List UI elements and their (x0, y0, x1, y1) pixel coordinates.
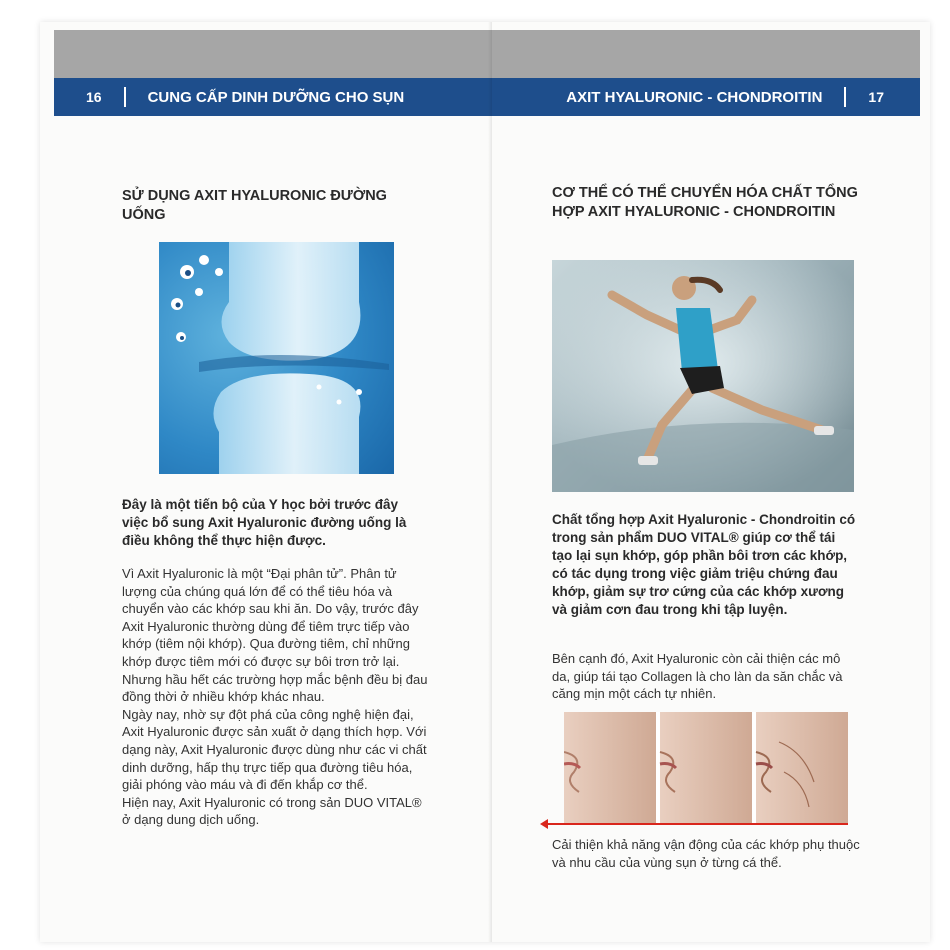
paragraph: Hiện nay, Axit Hyaluronic có trong sản DUO VITAL® ở dạng dung dịch uống. (122, 794, 422, 828)
runner-graphic (552, 260, 854, 492)
body-text (122, 565, 430, 829)
body-text (552, 650, 857, 703)
header-title: AXIT HYALURONIC - CHONDROITIN (566, 88, 823, 106)
lead-paragraph: Đây là một tiến bộ của Y học bởi trước đây việc bổ sung Axit Hyaluronic đường uống là điều không thể thực hiện được. (122, 497, 407, 548)
left-header-bar (54, 78, 492, 116)
lead-paragraph: Chất tổng hợp Axit Hyaluronic - Chondroitin có trong sản phẩm DUO VITAL® giúp cơ thể tái tạo lại sụn khớp, góp phần bôi trơn các khớp, có tác dụng trong việc giảm triệu chứng đau khớp, giảm sự trơ cứng của các khớp xương và giảm cơn đau trong khi tập luyện. (552, 512, 856, 617)
section-title: CƠ THỂ CÓ THỂ CHUYỂN HÓA CHẤT TỔNG HỢP AXIT HYALURONIC - CHONDROITIN (552, 185, 858, 220)
joint-graphic (159, 242, 394, 474)
faces-graphic (564, 712, 848, 824)
header-title: CUNG CẤP DINH DƯỠNG CHO SỤN (147, 88, 405, 106)
right-page (492, 22, 930, 942)
top-grey-band (54, 30, 492, 78)
booklet-spread (40, 22, 930, 942)
header-separator (124, 87, 126, 107)
left-page (40, 22, 492, 942)
figure-caption: Cải thiện khả năng vận động của các khớp phụ thuộc và nhu cầu của vùng sụn ở từng cá thể. (552, 837, 860, 870)
paragraph: Bên cạnh đó, Axit Hyaluronic còn cải thiện các mô da, giúp tái tạo Collagen là cho làn da săn chắc và căng mịn một cách tự nhiên. (552, 651, 843, 702)
top-grey-band (492, 30, 920, 78)
paragraph: Vì Axit Hyaluronic là một “Đại phân tử”. Phân tử lượng của chúng quá lớn để có thể tiêu hóa và chuyển vào các khớp sau khi ăn. Do vậy, trước đây Axit Hyaluronic thường dùng để tiêm trực tiếp vào khớp (tiêm nội khớp). Qua đường tiêm, chỉ những khớp được tiêm mới có được sự bôi trơn trở lại. Nhưng hầu hết các trường hợp mắc bệnh đều bị đau đồng thời ở nhiều khớp khác nhau. (122, 566, 428, 705)
joint-illustration (159, 242, 394, 474)
runner-photo (552, 260, 854, 492)
section-title: SỬ DỤNG AXIT HYALURONIC ĐƯỜNG UỐNG (122, 188, 387, 223)
red-arrow-line (542, 823, 848, 825)
right-header-bar (492, 78, 920, 116)
page-number: 17 (868, 89, 884, 105)
header-separator (844, 87, 846, 107)
page-number: 16 (86, 89, 102, 105)
paragraph: Ngày nay, nhờ sự đột phá của công nghệ hiện đại, Axit Hyaluronic được sản xuất ở dạng thích hợp. Với dạng này, Axit Hyaluronic được dùng như các vi chất dinh dưỡng, hấp thụ trực tiếp qua đường tiêu hóa, giải phóng vào máu và đi đến khắp cơ thể. (122, 706, 427, 793)
skin-aging-photo (564, 712, 848, 824)
